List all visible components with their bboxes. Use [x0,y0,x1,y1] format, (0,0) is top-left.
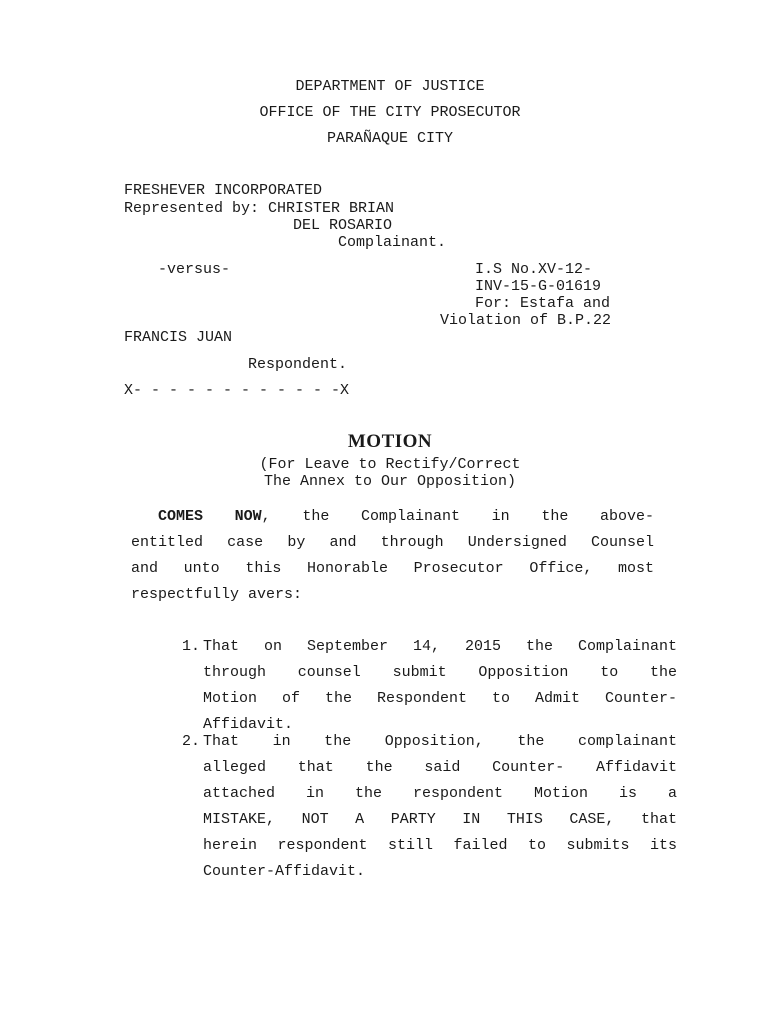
item-1-line-3: Motion of the Respondent to Admit Counter- [203,690,677,707]
complainant-name: FRESHEVER INCORPORATED [124,182,323,199]
item-1-line-2: through counsel submit Opposition to the [203,664,677,681]
intro-line-1: COMES NOW, the Complainant in the above- [158,508,654,525]
case-number-line1: I.S No.XV-12- [475,261,593,278]
motion-subtitle-line2: The Annex to Our Opposition) [263,473,517,490]
versus-label: -versus- [158,261,231,278]
intro-line-3: and unto this Honorable Prosecutor Office, most [131,560,654,577]
item-2-line-3: attached in the respondent Motion is a [203,785,677,802]
item-1-number: 1. [182,638,201,655]
item-2-number: 2. [182,733,201,750]
intro-line-2: entitled case by and through Undersigned Counsel [131,534,654,551]
case-charge-line2: Violation of B.P.22 [440,312,612,329]
item-2-line-5: herein respondent still failed to submits its [203,837,677,854]
complainant-label: Complainant. [338,234,447,251]
represented-by: Represented by: CHRISTER BRIAN [124,200,395,217]
intro-line-4: respectfully avers: [131,586,303,603]
respondent-name: FRANCIS JUAN [124,329,233,346]
header-city: PARAÑAQUE CITY [326,130,454,147]
comes-now-bold: COMES NOW [158,508,262,525]
item-1-line-1: That on September 14, 2015 the Complainant [203,638,677,655]
motion-subtitle-line1: (For Leave to Rectify/Correct [259,456,521,473]
motion-title: MOTION [347,431,433,452]
respondent-label: Respondent. [248,356,348,373]
item-1-line-4: Affidavit. [203,716,294,733]
header-office: OFFICE OF THE CITY PROSECUTOR [259,104,521,121]
case-number-line2: INV-15-G-01619 [475,278,602,295]
item-2-line-6: Counter-Affidavit. [203,863,366,880]
item-2-line-4: MISTAKE, NOT A PARTY IN THIS CASE, that [203,811,677,828]
item-2-line-2: alleged that the said Counter- Affidavit [203,759,677,776]
header-department: DEPARTMENT OF JUSTICE [295,78,485,95]
caption-separator: X- - - - - - - - - - - -X [124,382,350,399]
case-charge-line1: For: Estafa and [475,295,611,312]
representative-name-cont: DEL ROSARIO [293,217,393,234]
item-2-line-1: That in the Opposition, the complainant [203,733,677,750]
